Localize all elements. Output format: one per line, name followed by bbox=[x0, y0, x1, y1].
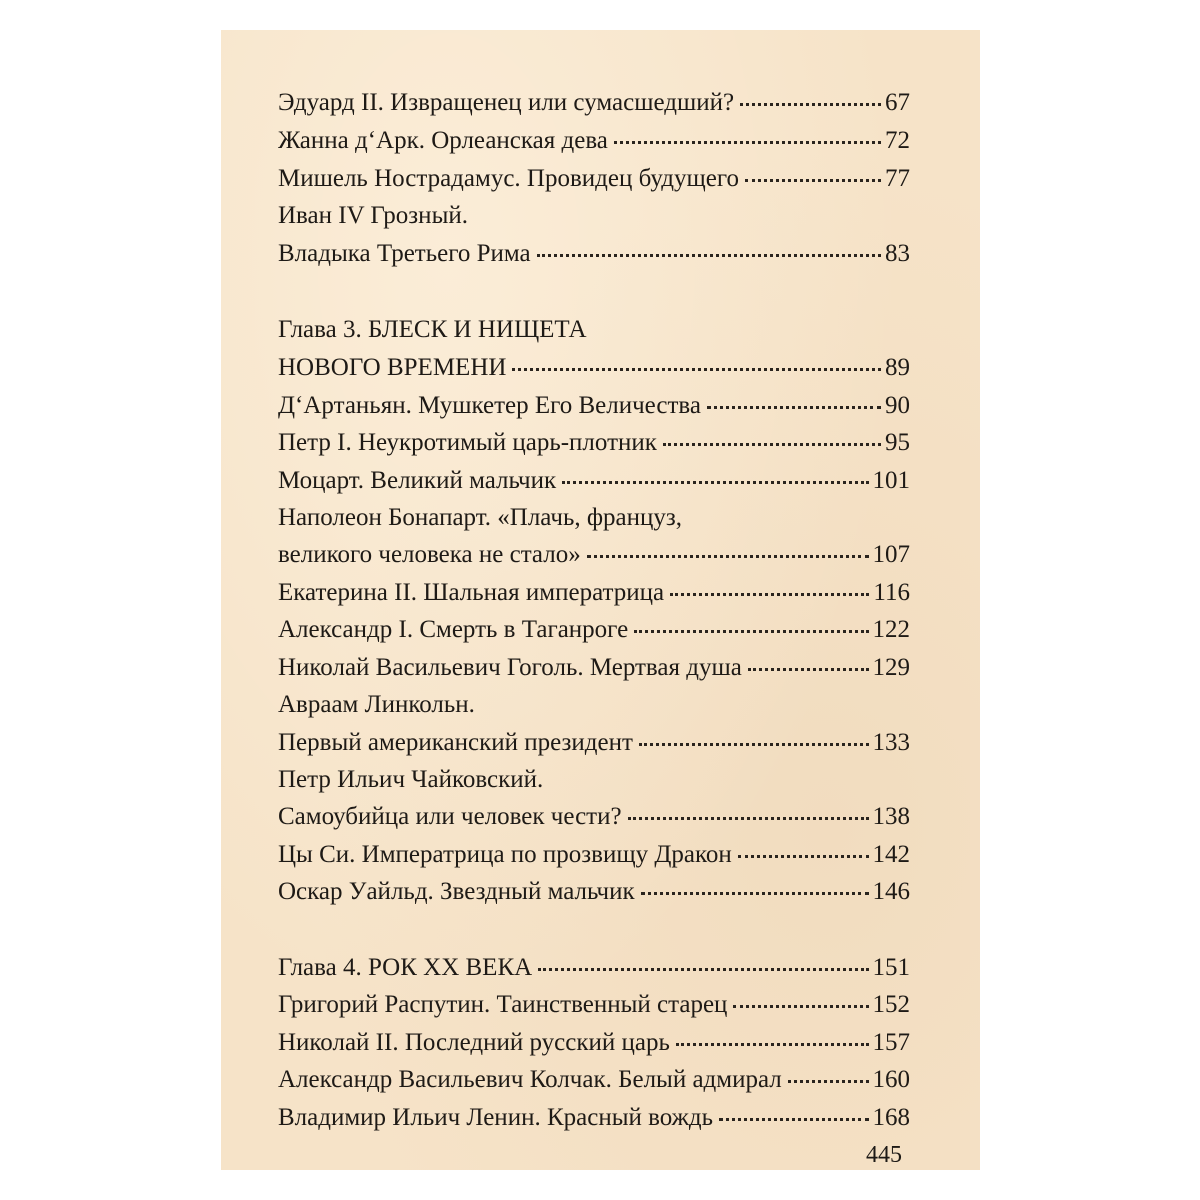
toc-entry-page: 77 bbox=[885, 165, 910, 192]
toc-entry bbox=[278, 124, 910, 158]
toc-entry bbox=[278, 237, 910, 271]
toc-entry-page: 133 bbox=[872, 729, 910, 756]
toc-entry-title: Первый американский президент bbox=[278, 729, 633, 756]
toc-entry-page: 168 bbox=[872, 1104, 910, 1131]
toc-entry-title: Григорий Распутин. Таинственный старец bbox=[278, 991, 728, 1018]
toc-entry-page: 89 bbox=[885, 354, 910, 381]
toc-entry-title: Николай Васильевич Гоголь. Мертвая душа bbox=[278, 654, 742, 681]
toc-entry-page: 160 bbox=[872, 1066, 910, 1093]
toc-entry-title: Петр I. Неукротимый царь-плотник bbox=[278, 429, 657, 456]
dot-leader bbox=[562, 481, 868, 484]
dot-leader bbox=[663, 443, 881, 446]
dot-leader bbox=[641, 892, 869, 895]
toc-entry-page: 152 bbox=[872, 991, 910, 1018]
dot-leader bbox=[719, 1118, 868, 1121]
toc-entry-page: 67 bbox=[885, 89, 910, 116]
toc-entry-page: 101 bbox=[872, 467, 910, 494]
dot-leader bbox=[748, 668, 869, 671]
dot-leader bbox=[733, 1005, 868, 1008]
toc-entry-page: 116 bbox=[873, 579, 910, 606]
toc-entry-page: 107 bbox=[872, 541, 910, 568]
dot-leader bbox=[537, 254, 881, 257]
toc-entry-title: Николай II. Последний русский царь bbox=[278, 1029, 670, 1056]
toc-entry bbox=[278, 1026, 910, 1060]
dot-leader bbox=[587, 555, 869, 558]
book-page bbox=[221, 30, 980, 1170]
toc-entry-page: 95 bbox=[885, 429, 910, 456]
toc-entry bbox=[278, 613, 910, 647]
toc-entry bbox=[278, 726, 910, 760]
toc-entry bbox=[278, 576, 910, 610]
toc-entry-title: Александр I. Смерть в Таганроге bbox=[278, 616, 629, 643]
toc-entry bbox=[278, 162, 910, 196]
toc-entry-title: Авраам Линкольн. bbox=[278, 691, 475, 718]
dot-leader bbox=[628, 817, 869, 820]
toc-entry-title: Самоубийца или человек чести? bbox=[278, 803, 622, 830]
toc-entry bbox=[278, 651, 910, 685]
toc-entry bbox=[278, 313, 910, 347]
dot-leader bbox=[676, 1043, 869, 1046]
toc-entry-page: 142 bbox=[872, 841, 910, 868]
dot-leader bbox=[670, 593, 869, 596]
toc-entry bbox=[278, 501, 910, 535]
toc-entry-page: 72 bbox=[885, 127, 910, 154]
toc-entry bbox=[278, 800, 910, 834]
dot-leader bbox=[634, 630, 868, 633]
toc-entry bbox=[278, 199, 910, 233]
page-number: 445 bbox=[866, 1142, 902, 1168]
toc-entry-title: Владыка Третьего Рима bbox=[278, 240, 531, 267]
toc-entry-title: Глава 3. БЛЕСК И НИЩЕТА bbox=[278, 316, 587, 343]
toc-entry-title: НОВОГО ВРЕМЕНИ bbox=[278, 354, 507, 381]
dot-leader bbox=[512, 368, 881, 371]
toc-entry-title: Жанна д‘Арк. Орлеанская дева bbox=[278, 127, 608, 154]
toc-entry-page: 138 bbox=[872, 803, 910, 830]
toc-entry-title: Иван IV Грозный. bbox=[278, 202, 468, 229]
toc-entry bbox=[278, 426, 910, 460]
toc-entry-page: 83 bbox=[885, 240, 910, 267]
toc-entry-page: 146 bbox=[872, 878, 910, 905]
toc-entry-title: Цы Си. Императрица по прозвищу Дракон bbox=[278, 841, 732, 868]
toc-entry-title: Наполеон Бонапарт. «Плачь, француз, bbox=[278, 504, 683, 531]
toc-entry bbox=[278, 875, 910, 909]
dot-leader bbox=[538, 968, 868, 971]
toc-entry bbox=[278, 951, 910, 985]
toc-entry-title: Владимир Ильич Ленин. Красный вождь bbox=[278, 1104, 714, 1131]
toc-entry bbox=[278, 688, 910, 722]
dot-leader bbox=[639, 743, 869, 746]
toc-entry bbox=[278, 86, 910, 120]
dot-leader bbox=[745, 179, 881, 182]
toc-entry bbox=[278, 838, 910, 872]
toc-entry bbox=[278, 389, 910, 423]
toc-entry bbox=[278, 1063, 910, 1097]
toc-entry bbox=[278, 988, 910, 1022]
toc-entry-title: Моцарт. Великий мальчик bbox=[278, 467, 557, 494]
toc-entry-page: 90 bbox=[885, 392, 910, 419]
toc-entry-page: 129 bbox=[872, 654, 910, 681]
toc-entry-page: 122 bbox=[872, 616, 910, 643]
toc-entry bbox=[278, 351, 910, 385]
dot-leader bbox=[614, 141, 881, 144]
toc-entry bbox=[278, 1101, 910, 1135]
toc-entry-title: Петр Ильич Чайковский. bbox=[278, 766, 544, 793]
toc-entry-title: Эдуард II. Извращенец или сумасшедший? bbox=[278, 89, 735, 116]
toc-entry-title: великого человека не стало» bbox=[278, 541, 581, 568]
toc-entry bbox=[278, 464, 910, 498]
toc-entry bbox=[278, 763, 910, 797]
dot-leader bbox=[738, 855, 869, 858]
toc-entry-page: 157 bbox=[872, 1029, 910, 1056]
toc-entry-page: 151 bbox=[872, 954, 910, 981]
toc-entry-title: Д‘Артаньян. Мушкетер Его Величества bbox=[278, 392, 701, 419]
toc-entry-title: Мишель Нострадамус. Провидец будущего bbox=[278, 165, 739, 192]
dot-leader bbox=[788, 1080, 869, 1083]
toc-entry-title: Глава 4. РОК XX ВЕКА bbox=[278, 954, 533, 981]
toc-entry bbox=[278, 538, 910, 572]
toc-entry-title: Оскар Уайльд. Звездный мальчик bbox=[278, 878, 635, 905]
toc-entry-title: Екатерина II. Шальная императрица bbox=[278, 579, 665, 606]
toc-entry-title: Александр Васильевич Колчак. Белый адмирал bbox=[278, 1066, 782, 1093]
dot-leader bbox=[707, 406, 881, 409]
dot-leader bbox=[740, 103, 881, 106]
